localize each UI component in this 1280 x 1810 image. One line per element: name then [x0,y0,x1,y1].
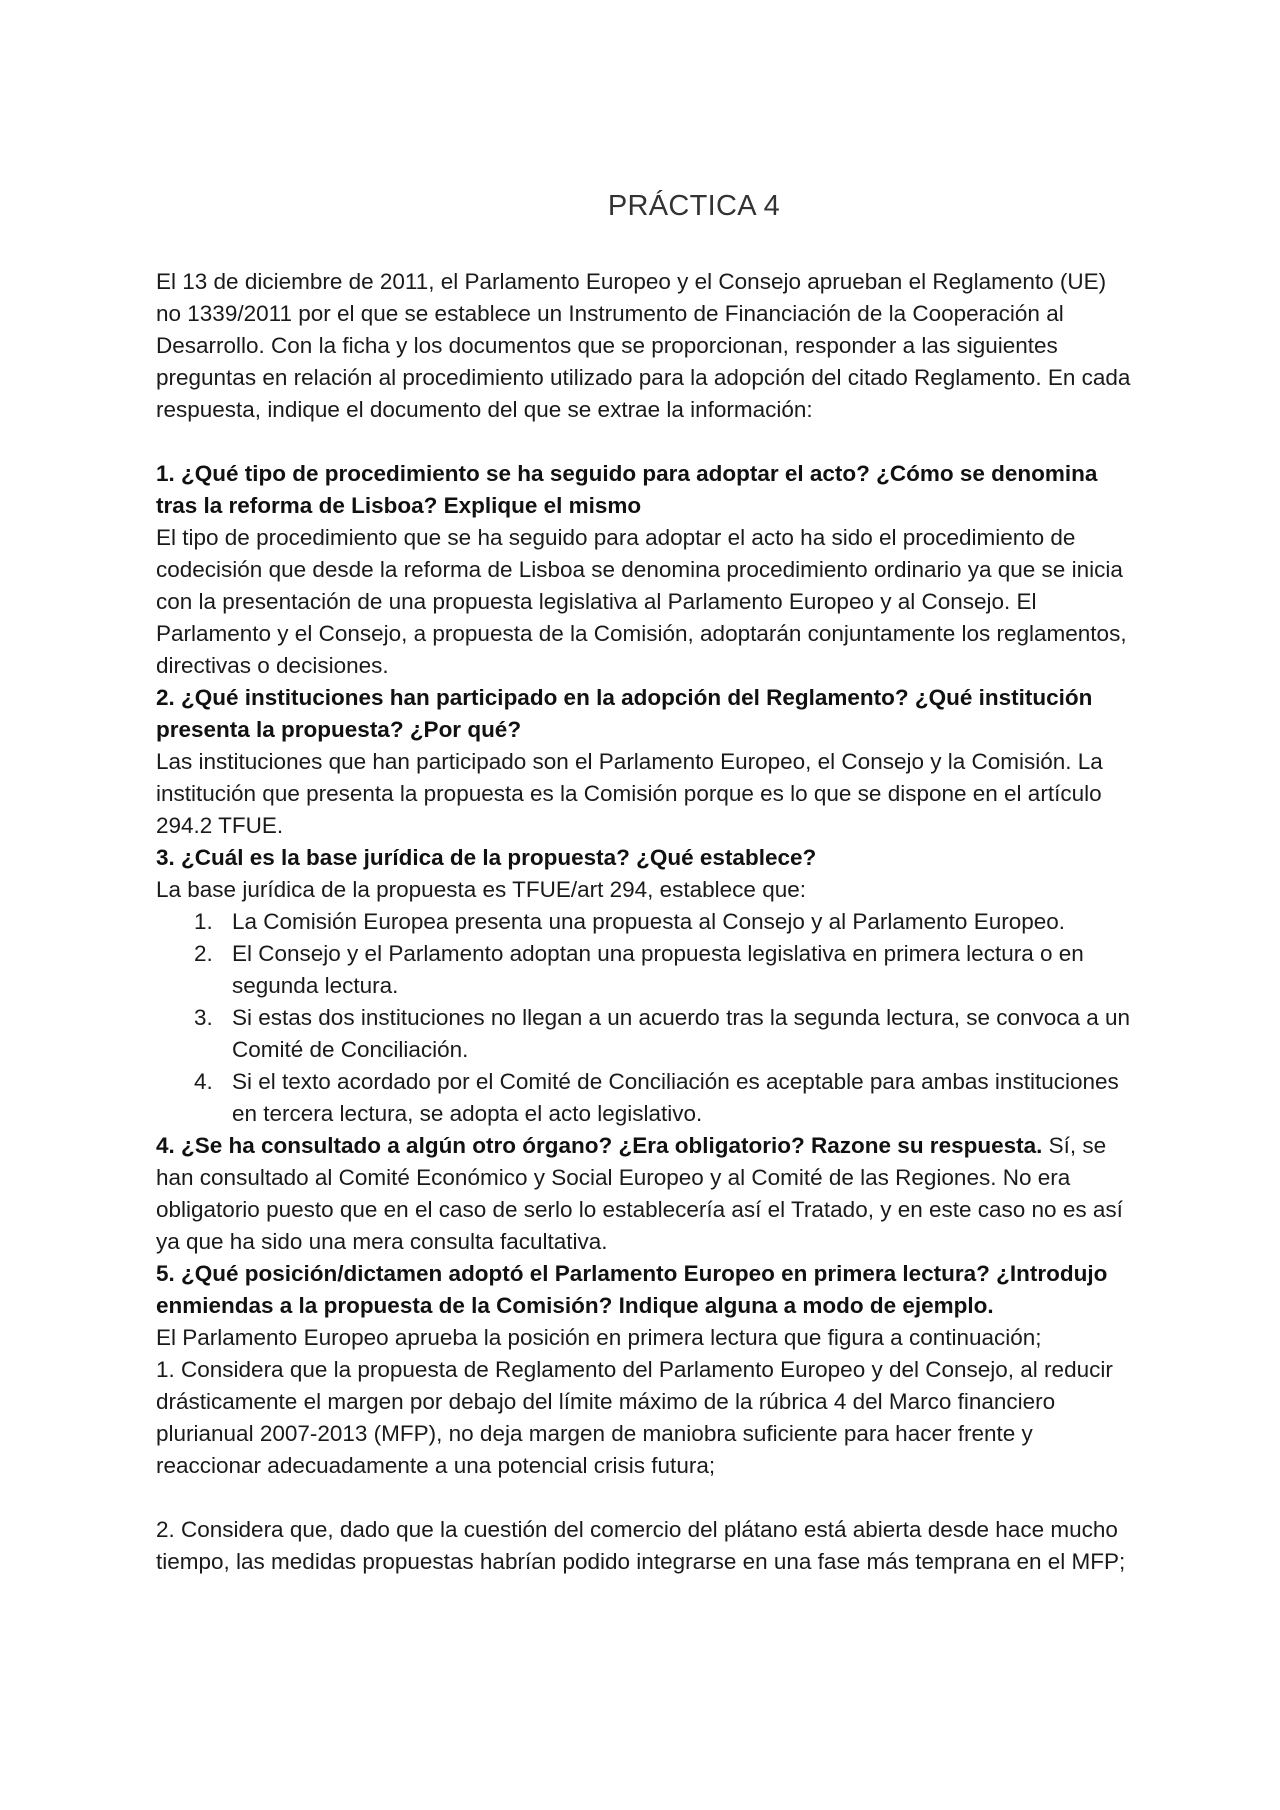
question-5: 5. ¿Qué posición/dictamen adoptó el Parlamento Europeo en primera lectura? ¿Introdujo enmiendas a la propuesta de la Comisión? Indique alguna a modo de ejemplo. [156,1261,1108,1318]
question-1: 1. ¿Qué tipo de procedimiento se ha seguido para adoptar el acto? ¿Cómo se denomina tras la reforma de Lisboa? Explique el mismo [156,461,1098,518]
list-item-number: 1. [194,909,213,934]
answer-1: El tipo de procedimiento que se ha seguido para adoptar el acto ha sido el procedimiento de codecisión que desde la reforma de Lisboa se denomina procedimiento ordinario ya que se inicia con la presentación de una propuesta legislativa al Parlamento Europeo y al Consejo. El Parlamento y el Consejo, a propuesta de la Comisión, adoptarán conjuntamente los reglamentos, directivas o decisiones. [156,525,1127,678]
list-item-number: 2. [194,941,213,966]
document-title: PRÁCTICA 4 [607,190,781,222]
list-item-text: Si el texto acordado por el Comité de Conciliación es aceptable para ambas instituciones en tercera lectura, se adopta el acto legislativo. [232,1069,1119,1126]
question-3: 3. ¿Cuál es la base jurídica de la propuesta? ¿Qué establece? [156,845,817,870]
answer-2: Las instituciones que han participado son el Parlamento Europeo, el Consejo y la Comisión. La institución que presenta la propuesta es la Comisión porque es lo que se dispone en el artículo 294.2 TFUE. [156,749,1103,838]
answer-3: La base jurídica de la propuesta es TFUE/art 294, establece que: [156,877,806,902]
list-item-number: 4. [194,1069,213,1094]
document-content [156,186,1136,1578]
question-answer-4 [156,1130,1136,1258]
question-4: 4. ¿Se ha consultado a algún otro órgano? ¿Era obligatorio? Razone su respuesta. [156,1133,1043,1158]
answer-4: Sí, se han consultado al Comité Económico y Social Europeo y al Comité de las Regiones. No era obligatorio puesto que en el caso de serlo lo establecería así el Tratado, y en este caso no es así ya que ha sido una mera consulta facultativa. [156,1133,1123,1254]
list-item [194,906,1136,938]
question-2: 2. ¿Qué instituciones han participado en la adopción del Reglamento? ¿Qué institución presenta la propuesta? ¿Por qué? [156,685,1093,742]
list-item [194,1066,1136,1130]
list-item [194,1002,1136,1066]
list-item-number: 3. [194,1005,213,1030]
procedure-steps-list [156,906,1136,1130]
answer-5-point-2: 2. Considera que, dado que la cuestión del comercio del plátano está abierta desde hace mucho tiempo, las medidas propuestas habrían podido integrarse en una fase más temprana en el MFP; [156,1517,1126,1574]
paragraph-gap [156,1482,1136,1514]
list-item-text: El Consejo y el Parlamento adoptan una propuesta legislativa en primera lectura o en segunda lectura. [232,941,1084,998]
answer-5-point-1: 1. Considera que la propuesta de Reglamento del Parlamento Europeo y del Consejo, al reducir drásticamente el margen por debajo del límite máximo de la rúbrica 4 del Marco financiero plurianual 2007-2013 (MFP), no deja margen de maniobra suficiente para hacer frente y reaccionar adecuadamente a una potencial crisis futura; [156,1357,1113,1478]
paragraph-gap [156,426,1136,458]
list-item [194,938,1136,1002]
intro-paragraph: El 13 de diciembre de 2011, el Parlamento Europeo y el Consejo aprueban el Reglamento (UE) no 1339/2011 por el que se establece un Instrumento de Financiación de la Cooperación al Desarrollo. Con la ficha y los documentos que se proporcionan, responder a las siguientes preguntas en relación al procedimiento utilizado para la adopción del citado Reglamento. En cada respuesta, indique el documento del que se extrae la información: [156,269,1131,422]
answer-5: El Parlamento Europeo aprueba la posición en primera lectura que figura a continuación; [156,1325,1042,1350]
list-item-text: Si estas dos instituciones no llegan a un acuerdo tras la segunda lectura, se convoca a un Comité de Conciliación. [232,1005,1131,1062]
list-item-text: La Comisión Europea presenta una propuesta al Consejo y al Parlamento Europeo. [232,909,1066,934]
